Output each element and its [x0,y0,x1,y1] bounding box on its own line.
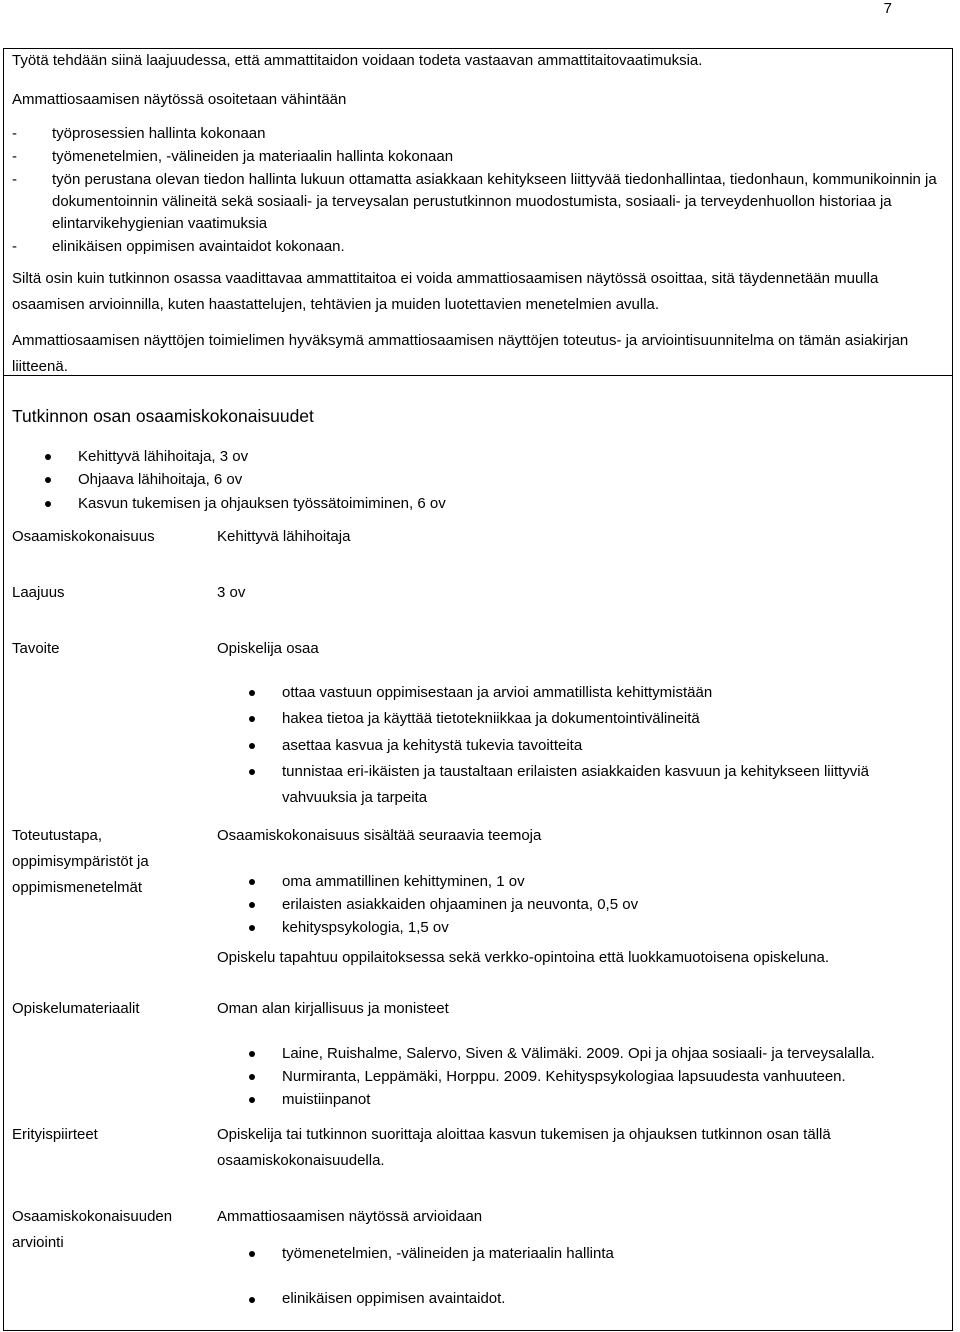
dash-item: elinikäisen oppimisen avaintaidot kokonaan. [52,238,345,255]
bullet-icon [249,1051,255,1057]
toteutustapa-item: kehityspsykologia, 1,5 ov [282,919,449,936]
bullet-icon [249,716,255,722]
tavoite-intro: Opiskelija osaa [217,640,319,657]
bullet-icon [249,902,255,908]
materiaalit-item: Nurmiranta, Leppämäki, Horppu. 2009. Kehityspsykologiaa lapsuudesta vanhuuteen. [282,1068,846,1085]
module-item: Kehittyvä lähihoitaja, 3 ov [78,448,249,465]
page-number: 7 [883,0,892,17]
bullet-icon [249,1097,255,1103]
row-label-osaamiskokonaisuus: Osaamiskokonaisuus [12,528,155,545]
intro-paragraph-1: Siltä osin kuin tutkinnon osassa vaadittavaa ammattitaitoa ei voida ammattiosaamisen näytössä osoittaa, sitä täydennetään muulla osaamisen arvioinnilla, kuten haastattelujen, tehtävien ja muiden luotettavien menetelmien avulla. [12,270,879,313]
toteutustapa-intro: Osaamiskokonaisuus sisältää seuraavia teemoja [217,827,542,844]
toteutustapa-outro: Opiskelu tapahtuu oppilaitoksessa sekä verkko-opintoina että luokkamuotoisena opiskeluna. [217,949,830,966]
dash-marker: - [12,148,17,165]
tavoite-item: ottaa vastuun oppimisestaan ja arvioi ammatillista kehittymistään [282,684,713,701]
intro-line-2: Ammattiosaamisen näytössä osoitetaan vähintään [12,91,347,108]
section-heading: Tutkinnon osan osaamiskokonaisuudet [12,406,314,426]
dash-item: työmenetelmien, -välineiden ja materiaalin hallinta kokonaan [52,148,454,165]
arviointi-item: työmenetelmien, -välineiden ja materiaalin hallinta [282,1245,614,1262]
bullet-icon [249,1251,255,1257]
row-label-tavoite: Tavoite [12,640,60,657]
competence-section [4,375,952,1332]
intro-section [4,49,952,376]
bullet-icon [249,769,255,775]
bullet-icon [249,925,255,931]
dash-marker: - [12,171,17,188]
dash-marker: - [12,238,17,255]
dash-item: työprosessien hallinta kokonaan [52,125,266,142]
toteutustapa-item: oma ammatillinen kehittyminen, 1 ov [282,873,525,890]
arviointi-intro: Ammattiosaamisen näytössä arvioidaan [217,1208,483,1225]
intro-line-1: Työtä tehdään siinä laajuudessa, että ammattitaidon voidaan todeta vastaavan ammattitaitovaatimuksia. [12,52,703,69]
materiaalit-item: Laine, Ruishalme, Salervo, Siven & Välimäki. 2009. Opi ja ohjaa sosiaali- ja terveysalalla. [282,1045,875,1062]
row-label-laajuus: Laajuus [12,584,65,601]
row-label-materiaalit: Opiskelumateriaalit [12,1000,140,1017]
row-label-toteutustapa: Toteutustapa, oppimisympäristöt ja oppimismenetelmät [12,827,149,896]
bullet-icon [249,743,255,749]
toteutustapa-item: erilaisten asiakkaiden ohjaaminen ja neuvonta, 0,5 ov [282,896,639,913]
row-value-laajuus: 3 ov [217,584,246,601]
dash-marker: - [12,125,17,142]
module-item: Kasvun tukemisen ja ohjauksen työssätoimiminen, 6 ov [78,495,446,512]
module-item: Ohjaava lähihoitaja, 6 ov [78,471,243,488]
row-value-erityispiirteet: Opiskelija tai tutkinnon suorittaja aloittaa kasvun tukemisen ja ohjauksen tutkinnon osan tällä osaamiskokonaisuudella. [217,1126,831,1169]
arviointi-item: elinikäisen oppimisen avaintaidot. [282,1290,506,1307]
tavoite-item: tunnistaa eri-ikäisten ja taustaltaan erilaisten asiakkaiden kasvuun ja kehitykseen liittyviä vahvuuksia ja tarpeita [282,763,869,806]
bullet-icon [249,879,255,885]
bullet-icon [249,1074,255,1080]
row-label-erityispiirteet: Erityispiirteet [12,1126,98,1143]
bullet-icon [249,1297,255,1303]
dash-item: työn perustana olevan tiedon hallinta lukuun ottamatta asiakkaan kehitykseen liittyvää tiedonhallintaa, tiedonhaun, kommunikoinnin ja dokumentoinnin välineitä sekä sosiaali- ja terveysalan perustutkinnon muodostumista, sosiaali- ja terveydenhuollon historiaa ja elintarvikehygienian vaatimuksia [52,171,937,232]
tavoite-item: hakea tietoa ja käyttää tietotekniikkaa ja dokumentointivälineitä [282,710,700,727]
bullet-icon [45,501,51,507]
materiaalit-intro: Oman alan kirjallisuus ja monisteet [217,1000,449,1017]
tavoite-item: asettaa kasvua ja kehitystä tukevia tavoitteita [282,737,583,754]
intro-paragraph-2: Ammattiosaamisen näyttöjen toimielimen hyväksymä ammattiosaamisen näyttöjen toteutus- ja arviointisuunnitelma on tämän asiakirjan liitteenä. [12,332,909,375]
bullet-icon [249,690,255,696]
materiaalit-item: muistiinpanot [282,1091,371,1108]
row-label-arviointi: Osaamiskokonaisuuden arviointi [12,1208,173,1251]
bullet-icon [45,477,51,483]
bullet-icon [45,454,51,460]
row-value-osaamiskokonaisuus: Kehittyvä lähihoitaja [217,528,351,545]
document-frame [3,48,953,1331]
